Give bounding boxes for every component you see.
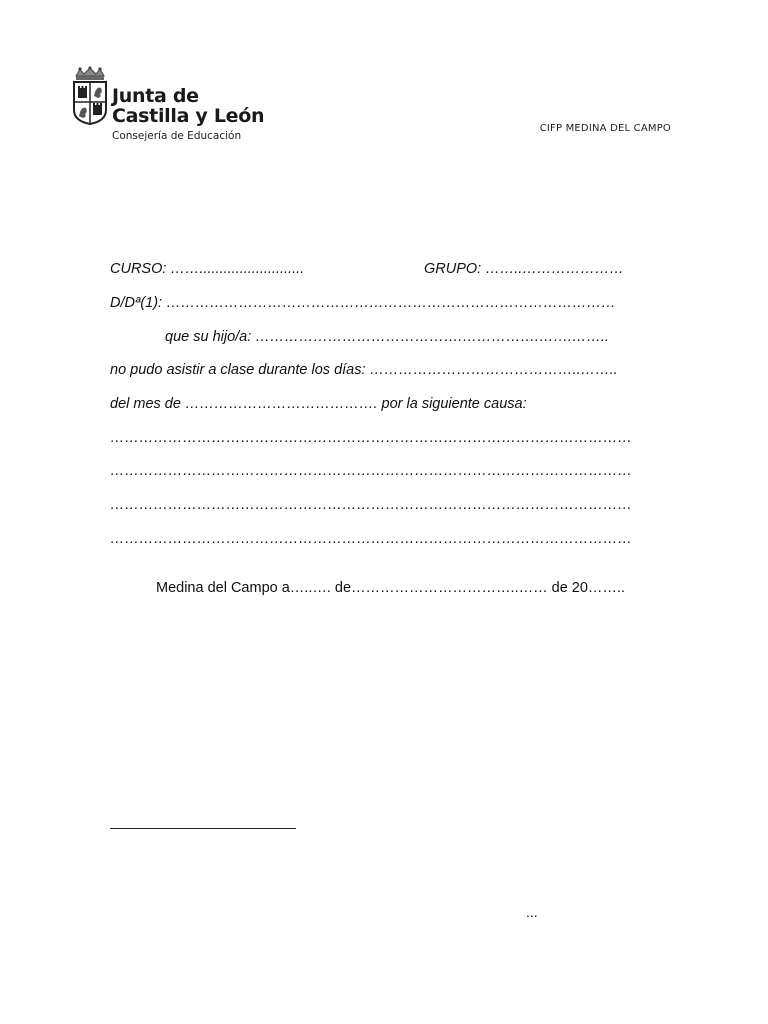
reason-line: ……………………………………………………………………………………………… bbox=[110, 531, 632, 547]
footnote-divider bbox=[110, 828, 296, 829]
reason-line: ……………………………………………………………………………………………… bbox=[110, 497, 632, 513]
date-place-line: Medina del Campo a…..…. de……………………………..…… de 20…….. bbox=[156, 580, 625, 596]
month-reason-field: del mes de …………………………………. por la siguiente causa: bbox=[110, 396, 527, 412]
reason-line: ……………………………………………………………………………………………… bbox=[110, 430, 632, 446]
logo-title: Junta de Castilla y León bbox=[112, 85, 265, 127]
curso-field: CURSO: …….......................... bbox=[110, 261, 305, 277]
child-name-field: que su hijo/a: …………………………………….…………….…….…….. bbox=[165, 329, 609, 345]
parent-name-field: D/Dª(1): ………………………………………………………………………………… bbox=[110, 295, 616, 311]
ellipsis-mark: ... bbox=[526, 904, 538, 920]
coat-of-arms-icon bbox=[70, 66, 110, 126]
reason-line: ……………………………………………………………………………………………… bbox=[110, 463, 632, 479]
absence-days-field: no pudo asistir a clase durante los días: ……………………………………..…….. bbox=[110, 362, 618, 378]
grupo-field: GRUPO: ……..………………… bbox=[424, 261, 624, 277]
junta-logo bbox=[70, 66, 270, 146]
school-name: CIFP MEDINA DEL CAMPO bbox=[539, 123, 671, 134]
logo-subtitle: Consejería de Educación bbox=[112, 130, 242, 142]
